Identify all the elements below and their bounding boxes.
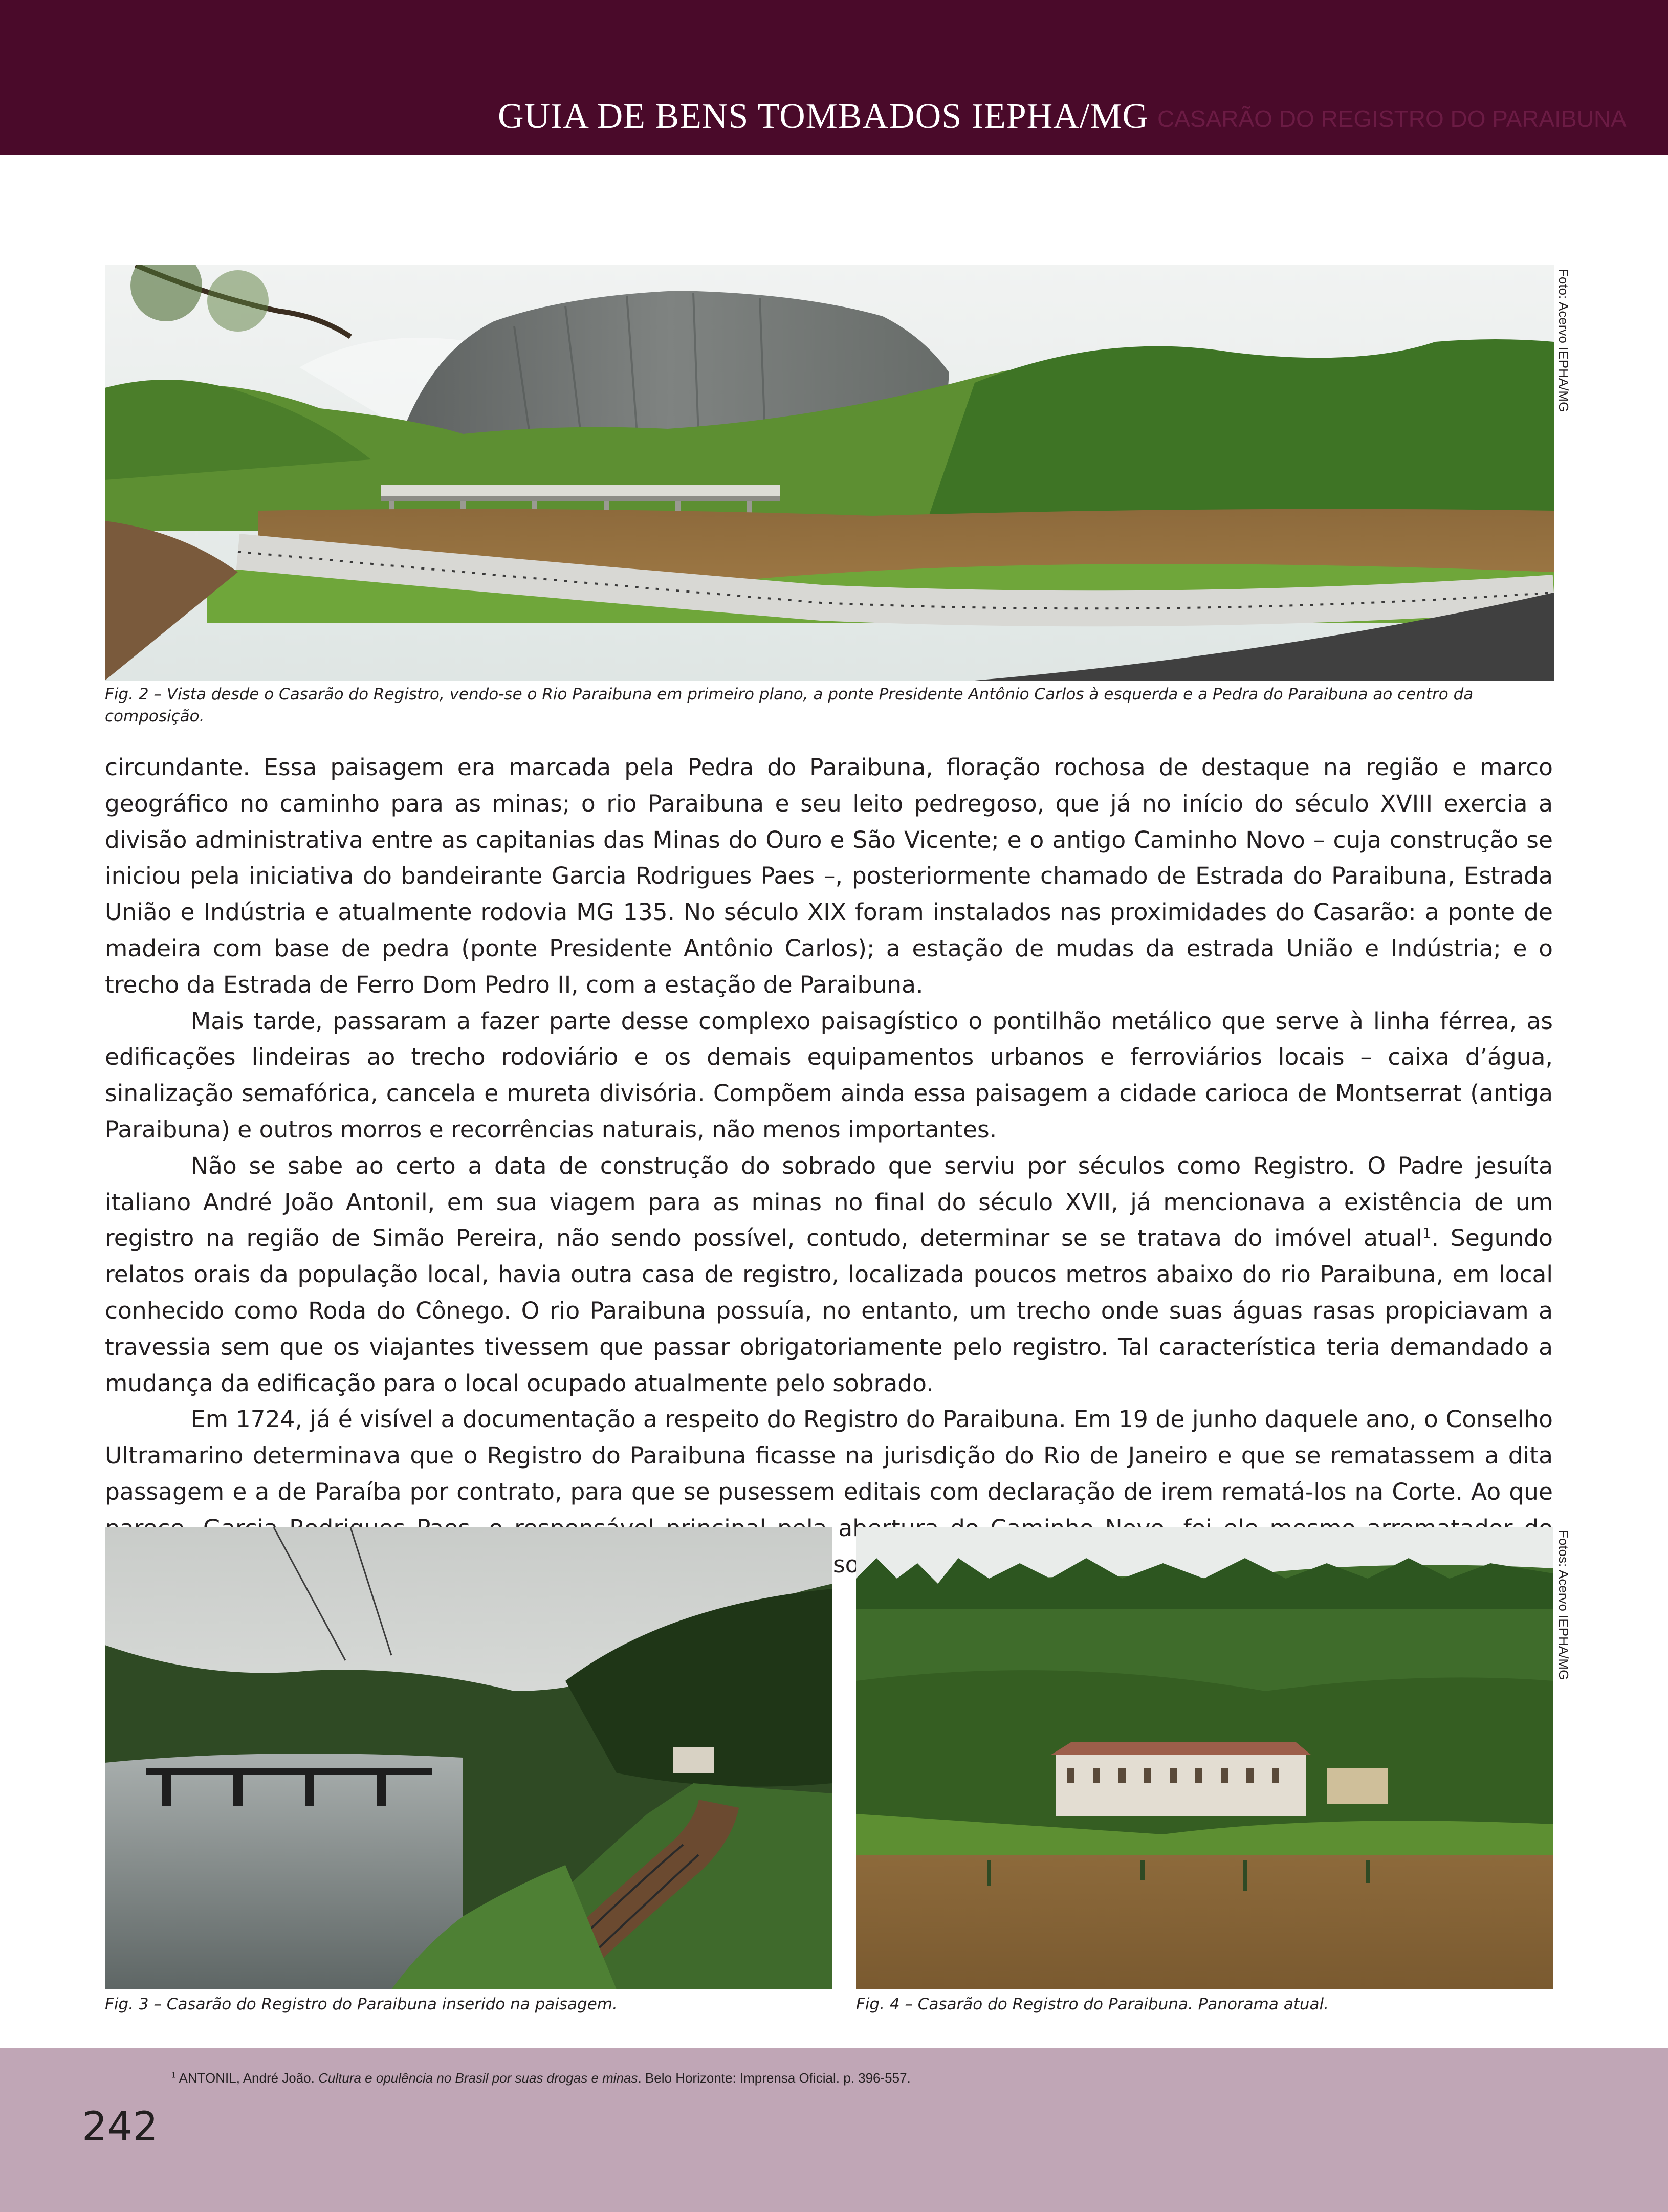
footnote-publication: . Belo Horizonte: Imprensa Oficial. p. 396-557.	[638, 2070, 911, 2086]
footnote-author: ANTONIL, André João.	[175, 2070, 319, 2086]
figure-3-photo	[105, 1527, 832, 1989]
paragraph-text: Não se sabe ao certo a data de construção do sobrado que serviu por séculos como Registro. O Padre jesuíta italiano André João Antonil, em sua viagem para as minas no final do século XVII, já mencionava a existência de um registro na região de Simão Pereira, não sendo possível, contudo, determinar se se tratava do imóvel atual	[105, 1152, 1553, 1252]
figure-4-photo	[856, 1527, 1553, 1989]
paragraph: Mais tarde, passaram a fazer parte desse complexo paisagístico o pontilhão metálico que serve à linha férrea, as edificações lindeiras ao trecho rodoviário e os demais equipamentos urbanos e ferroviários locais – caixa d’água, sinalização semafórica, cancela e mureta divisória. Compõem ainda essa paisagem a cidade carioca de Montserrat (antiga Paraibuna) e outros morros e recorrências naturais, não menos importantes.	[105, 1007, 1553, 1143]
figure-4-photo-credit: Fotos: Acervo IEPHA/MG	[1556, 1530, 1571, 1680]
section-title: CASARÃO DO REGISTRO DO PARAIBUNA	[1157, 105, 1627, 132]
paragraph: Em 1724, já é visível a documentação a respeito do Registro do Paraibuna. Em 19 de junho daquele ano, o Conselho Ultramarino determinava que o Registro do Paraibuna ficasse na jurisdição do Rio de Janeiro e que se rematassem a dita passagem e a de Paraíba por contrato, para que se pusessem editais com declaração de irem rematá-los na Corte. Ao que passou	[105, 1406, 1553, 1578]
paragraph-text: . Segundo relatos orais da população local, havia outra casa de registro, localizada poucos metros abaixo do rio Paraibuna, em local conhecido como Roda do Cônego. O rio Paraibuna possuía, no entanto, um trecho onde suas águas rasas propiciavam a travessia sem que os viajantes tivessem que passar obrigatoriamente pelo registro. Tal característica teria demandado a mudança da edificação para o local ocupado atualmente pelo sobrado.	[105, 1224, 1553, 1397]
figure-2-photo-credit: Foto: Acervo IEPHA/MG	[1556, 269, 1571, 412]
landscape-panorama-image	[105, 265, 1554, 681]
casarao-panorama-image	[856, 1527, 1553, 1989]
figure-2-photo	[105, 265, 1554, 681]
riverside-railway-image	[105, 1527, 832, 1989]
paragraph: circundante. Essa paisagem era marcada pela Pedra do Paraibuna, floração rochosa de destaque na região e marco geográfico no caminho para as minas; o rio Paraibuna e seu leito pedregoso, que já no início do século XVIII exercia a divisão administrativa entre as capitanias das Minas do Ouro e São Vicente; e o antigo Caminho Novo – cuja construção se iniciou pela iniciativa do bandeirante Garcia Rodrigues Paes –, posteriormente chamado de Estrada do Paraibuna, Estrada União e Indústria e atualmente rodovia MG 135. No século XIX foram instalados nas proximidades do Casarão: a ponte de madeira com base de pedra (ponte Presidente Antônio Carlos); a estação de mudas da estrada União e Indústria; e o trecho da Estrada de Ferro Dom Pedro II, com a estação de Paraibuna.	[105, 754, 1553, 998]
figure-2-caption: Fig. 2 – Vista desde o Casarão do Registro, vendo-se o Rio Paraibuna em primeiro plano, a ponte Presidente Antônio Carlos à esquerda e a Pedra do Paraibuna ao centro da composição.	[105, 685, 1474, 726]
paragraph	[105, 1148, 1553, 1402]
figure-4-caption: Fig. 4 – Casarão do Registro do Paraibuna. Panorama atual.	[856, 1995, 1329, 2013]
footnote-book-title: Cultura e opulência no Brasil por suas drogas e minas	[318, 2070, 638, 2086]
article-body	[105, 750, 1553, 1583]
figure-3-caption: Fig. 3 – Casarão do Registro do Paraibuna inserido na paisagem.	[105, 1995, 618, 2013]
page-number: 242	[82, 2104, 158, 2150]
footnote-number: 1	[171, 2071, 176, 2080]
footnote	[171, 2070, 911, 2086]
guide-title: GUIA DE BENS TOMBADOS IEPHA/MG	[498, 97, 1149, 136]
footnote-reference[interactable]: 1	[1422, 1225, 1432, 1242]
